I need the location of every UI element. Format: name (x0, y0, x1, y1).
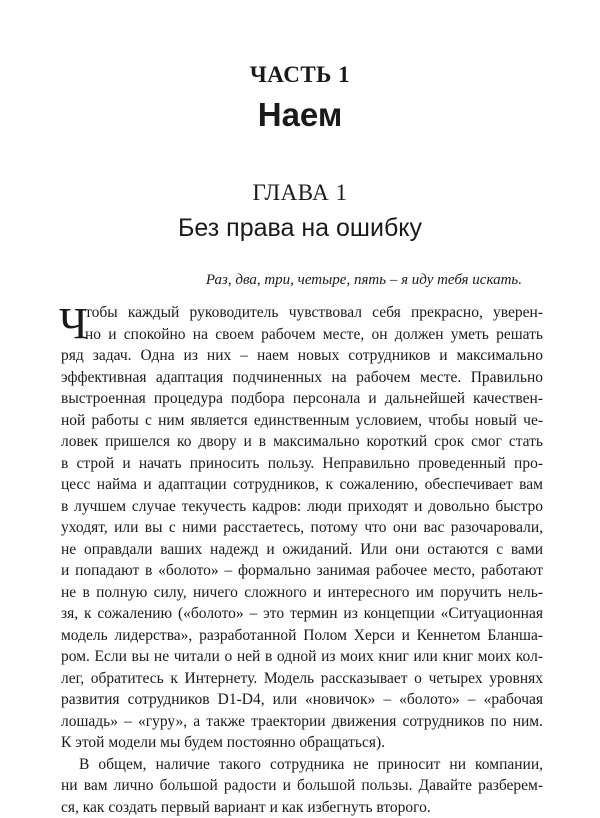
text-line: эффективная адаптация подчиненных на рабочем месте. Правильно (61, 367, 543, 389)
text-line: ной работы с ним является единственным условием, чтобы новый че- (61, 410, 543, 432)
part-label: ЧАСТЬ 1 (0, 62, 600, 88)
text-line: в лучшем случае текучесть кадров: люди приходят и довольно быстро (61, 496, 543, 518)
text-line: но и спокойно на своем рабочем месте, он должен уметь решать (61, 324, 543, 346)
chapter-title: Без права на ошибку (0, 214, 600, 243)
text-line: зя, к сожалению («болото» – это термин из концепции «Ситуационная (61, 603, 543, 625)
body-text (61, 302, 543, 818)
chapter-label: ГЛАВА 1 (0, 180, 600, 206)
text-line: цесс найма и адаптации сотрудников, к сожалению, обеспечивает вам (61, 474, 543, 496)
text-line: лег, обратитесь к Интернету. Модель рассказывает о четырех уровнях (61, 668, 543, 690)
drop-cap: Ч (59, 304, 88, 344)
text-line: тобы каждый руководитель чувствовал себя прекрасно, уверен- (61, 302, 543, 324)
text-line: уходят, или вы с ними расстаетесь, потому что они вас разочаровали, (61, 517, 543, 539)
text-line: развития сотрудников D1-D4, или «новичок» – «болото» – «рабочая (61, 689, 543, 711)
text-line: ся, как создать первый вариант и как избегнуть второго. (61, 797, 543, 818)
text-line: ряд задач. Одна из них – наем новых сотрудников и максимально (61, 345, 543, 367)
text-line: не в полную силу, ничего сложного и интересного им поручить нель- (61, 582, 543, 604)
text-line: в строй и начать приносить пользу. Неправильно проведенный про- (61, 453, 543, 475)
paragraph-2 (61, 754, 543, 818)
paragraph-1 (61, 302, 543, 754)
text-line: и попадают в «болото» – формально занимая рабочее место, работают (61, 560, 543, 582)
epigraph: Раз, два, три, четыре, пять – я иду тебя искать. (206, 272, 522, 289)
text-line: лошадь» – «гуру», а также траектории движения сотрудников по ним. (61, 711, 543, 733)
text-line: В общем, наличие такого сотрудника не приносит ни компании, (61, 754, 543, 776)
part-title: Наем (0, 96, 600, 134)
text-line: выстроенная процедура подбора персонала и дальнейшей качествен- (61, 388, 543, 410)
text-line: не оправдали ваших надежд и ожиданий. Или они остаются с вами (61, 539, 543, 561)
text-line: ром. Если вы не читали о ней в одной из моих книг или книг моих кол- (61, 646, 543, 668)
text-line: К этой модели мы будем постоянно обращаться). (61, 732, 543, 754)
text-line: ни вам лично большой радости и большой пользы. Давайте разберем- (61, 775, 543, 797)
text-line: модель лидерства», разработанной Полом Херси и Кеннетом Бланша- (61, 625, 543, 647)
text-line: ловек пришелся ко двору и в максимально короткий срок смог стать (61, 431, 543, 453)
